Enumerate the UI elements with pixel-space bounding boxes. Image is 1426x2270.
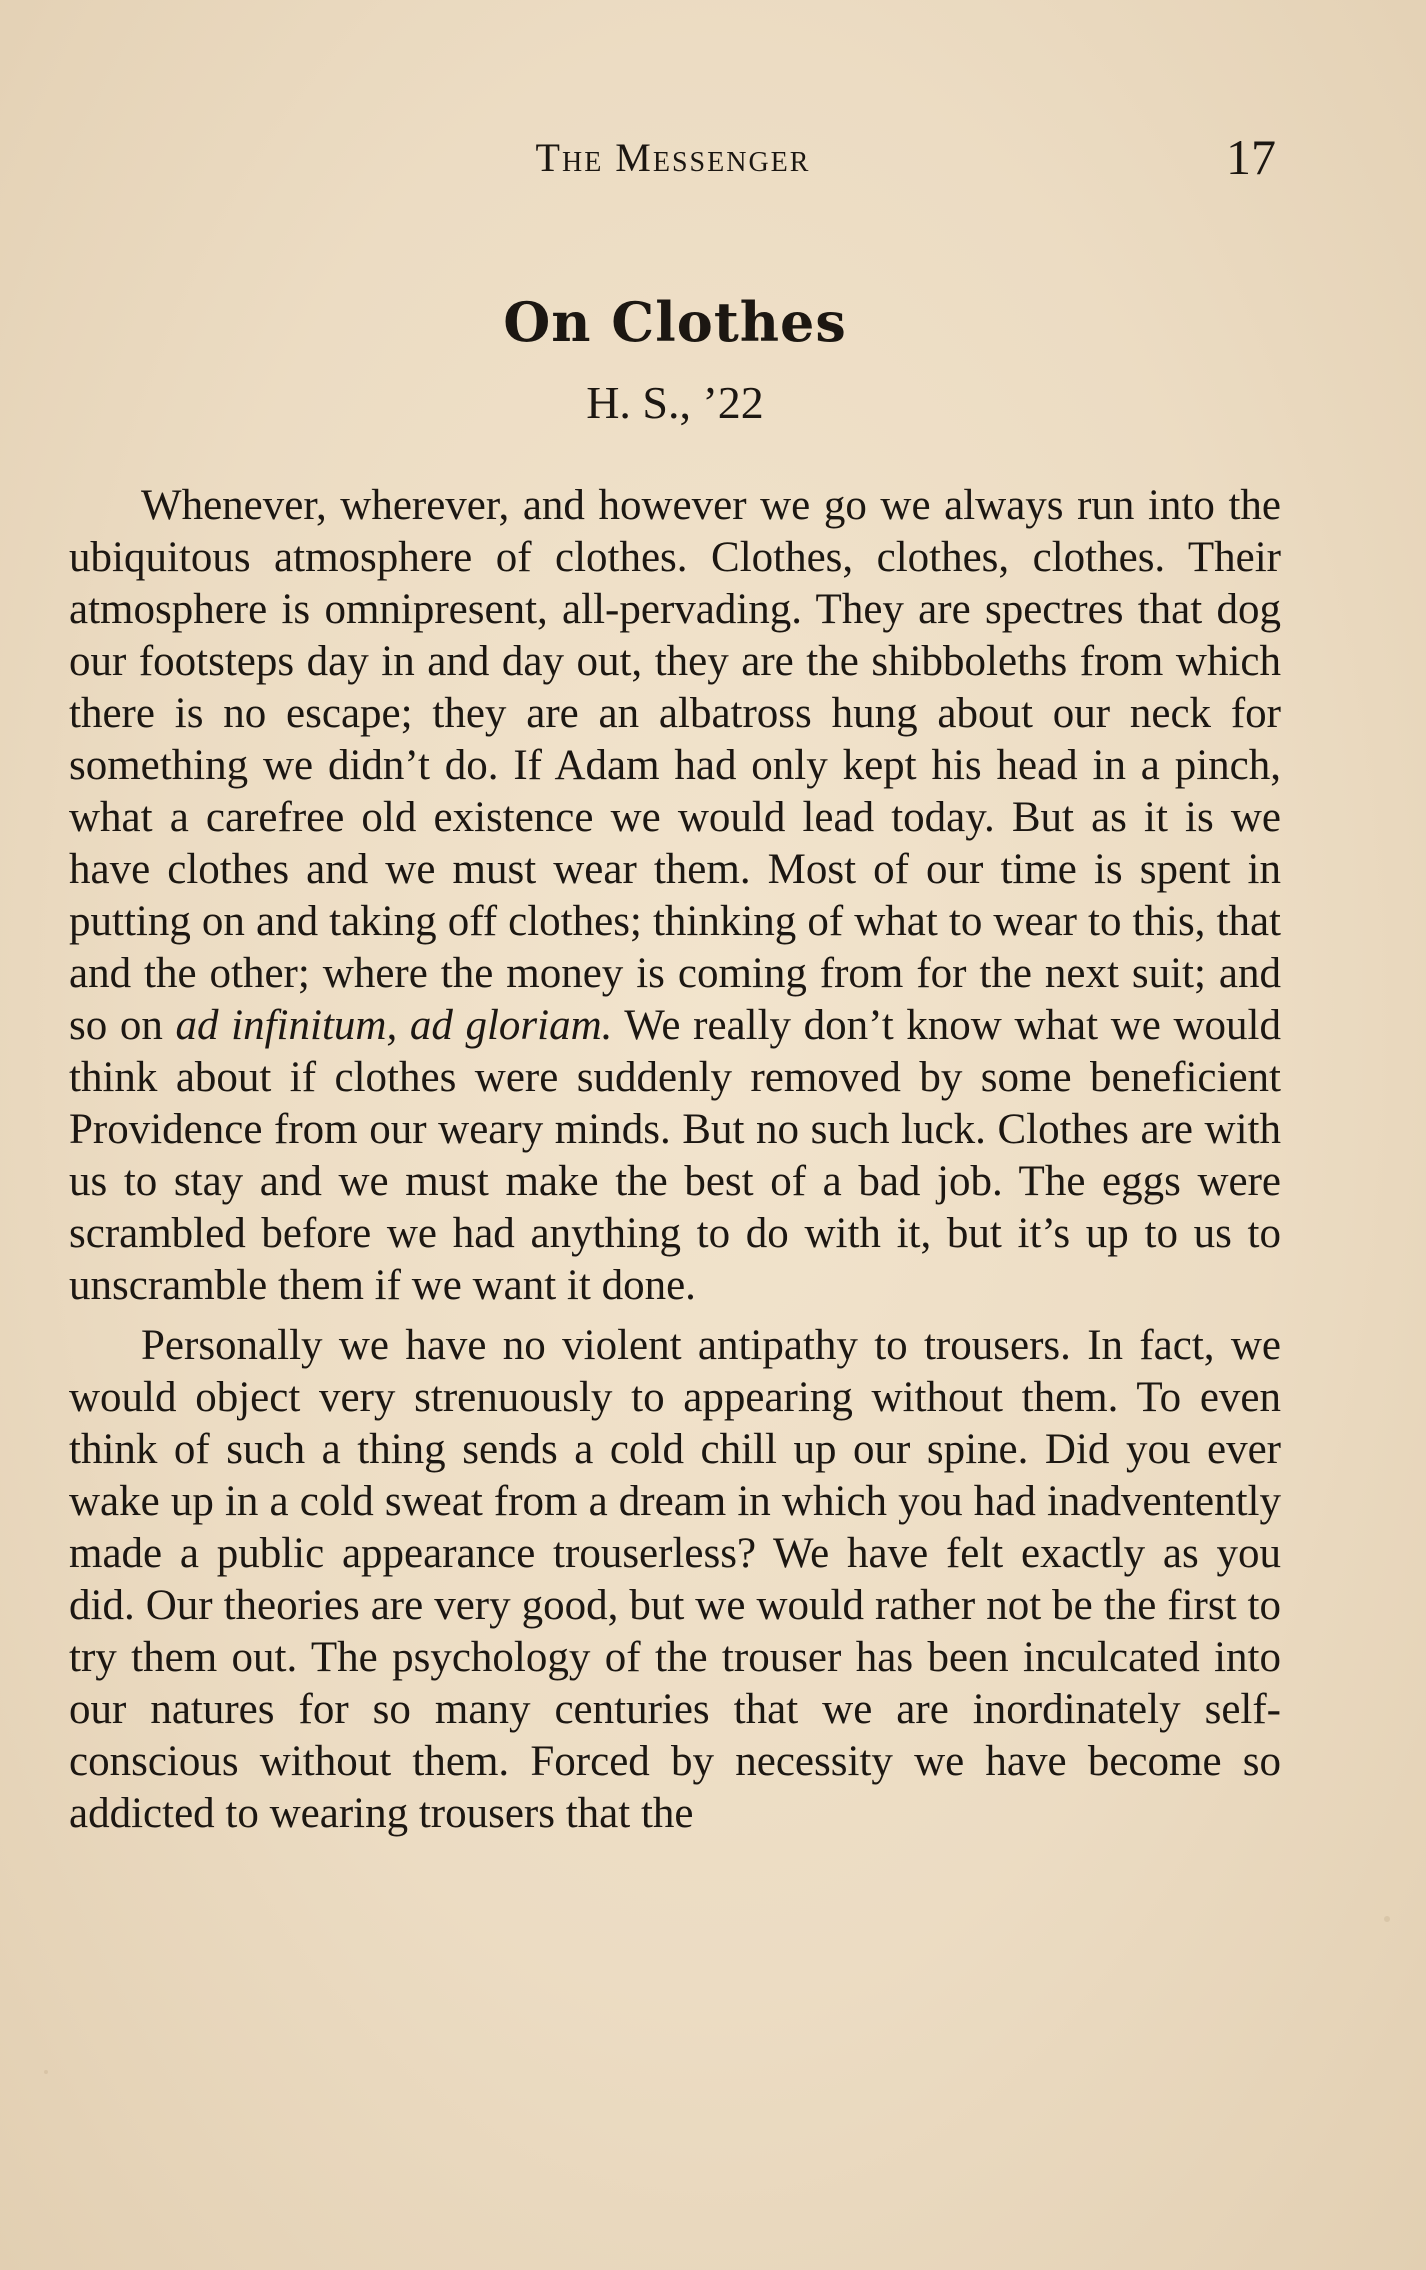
page-number: 17 <box>1226 129 1276 185</box>
paper-spot <box>1384 1916 1390 1922</box>
article-byline: H. S., ’22 <box>586 377 764 428</box>
latin-phrase: ad infinitum, ad gloriam. <box>175 1002 613 1049</box>
paragraph-1-text: Whenever, wherever, and however we go we always run into the ubiquitous atmosphere of clothes. Clothes, clothes, clothes. Their atmosphere is omnipresent, all-pervading. They are spectres that dog our footsteps day in and day out, they are the shibboleths from which there is no escape; they are an albatross hung about our neck for something we didn’t do. If Adam had only kept his head in a pinch, what a carefree old existence we would lead today. But as it is we have clothes and we must wear them. Most of our time is spent in putting on and taking off clothes; thinking of what to wear to this, that and the other; where the money is coming from for the next suit; and so on <box>69 482 1281 1049</box>
article-title: On Clothes <box>503 290 847 354</box>
running-head <box>0 128 1426 188</box>
paragraph-1 <box>69 480 1281 1312</box>
paper-spot <box>44 2070 48 2074</box>
journal-title: The Messenger <box>535 135 811 180</box>
paragraph-1-continuation: We really don’t know what we would think about if clothes were suddenly removed by some beneficient Providence from our weary minds. But no such luck. Clothes are with us to stay and we must make the best of a bad job. The eggs were scrambled before we had anything to do with it, but it’s up to us to unscramble them if we want it done. <box>69 1002 1281 1309</box>
article-body <box>69 480 1281 1848</box>
paragraph-2: Personally we have no violent antipathy to trousers. In fact, we would object very strenuously to appearing without them. To even think of such a thing sends a cold chill up our spine. Did you ever wake up in a cold sweat from a dream in which you had inadventently made a public appearance trouserless? We have felt exactly as you did. Our theories are very good, but we would rather not be the first to try them out. The psychology of the trouser has been inculcated into our natures for so many centuries that we are inordinately self-conscious without them. Forced by necessity we have become so addicted to wearing trousers that the <box>69 1322 1281 1837</box>
